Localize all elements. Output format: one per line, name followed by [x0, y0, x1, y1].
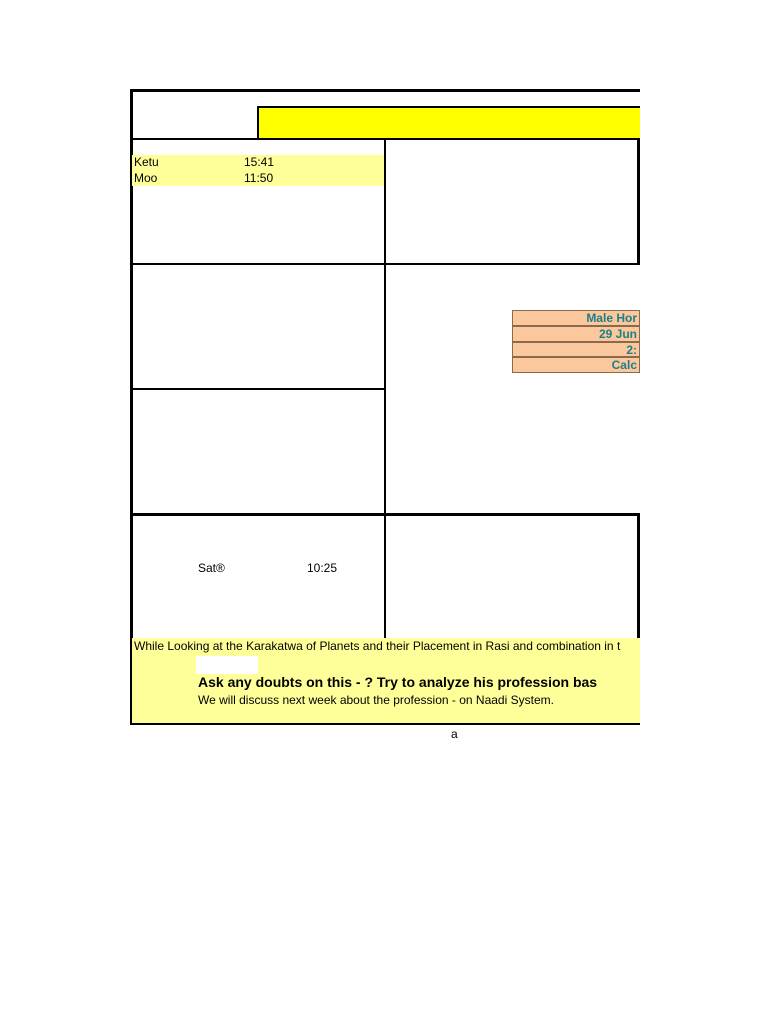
- info-cell-title: Male Hor: [512, 310, 640, 326]
- degree-saturn: 10:25: [307, 561, 338, 575]
- planet-saturn: Sat®: [198, 561, 225, 575]
- top-center-right-border: [637, 138, 640, 265]
- row-line-1: [130, 263, 640, 265]
- bottom-center-right-border: [637, 513, 640, 640]
- row-line-3: [130, 513, 640, 516]
- info-cell-time: 2:: [512, 342, 640, 357]
- planet-ketu: Ketu: [134, 155, 159, 169]
- notes-line-1: While Looking at the Karakatwa of Planets and their Placement in Rasi and combination in t: [134, 639, 621, 653]
- info-cell-calc: Calc: [512, 357, 640, 373]
- notes-white-cell: [196, 656, 258, 674]
- info-cell-date: 29 Jun: [512, 326, 640, 342]
- notes-panel: [130, 638, 640, 725]
- title-bar: [257, 106, 640, 140]
- degree-moon: 11:50: [244, 171, 274, 185]
- chart-top-border: [130, 89, 640, 92]
- notes-line-2: Ask any doubts on this - ? Try to analyze his profession bas: [198, 674, 598, 690]
- notes-line-3: We will discuss next week about the profession - on Naadi System.: [198, 693, 554, 707]
- planet-moon: Moo: [134, 171, 158, 185]
- footer-marker: a: [451, 727, 458, 741]
- degree-ketu: 15:41: [244, 155, 275, 169]
- row-line-2: [130, 388, 386, 390]
